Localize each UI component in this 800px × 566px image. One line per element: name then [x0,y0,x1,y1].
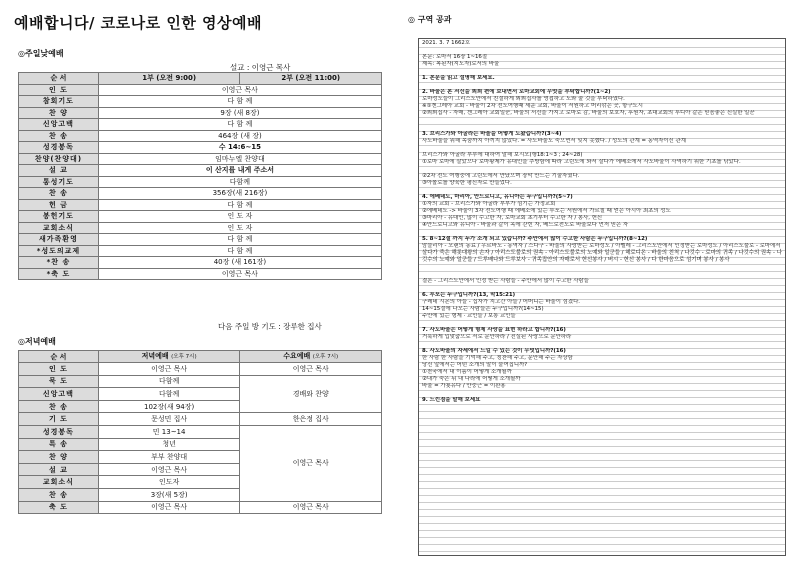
evening-value: 문성민 집사 [98,413,240,426]
study-line: 당신 앞에서는 어떤 소개의 말이 붙여집니까? [422,362,528,368]
study-line: 1. 본문을 읽고 설명해 보세요. [422,75,495,81]
header-evening-time: (오후 7시) [171,354,197,360]
study-line: 한 사람 한 사람을 기억해 주고, 칭찬해 주고, 문안해 주는 자상함 [422,355,573,361]
table-header-row [19,351,382,363]
table-row [19,176,382,188]
study-line: 주안에 있는 형제 · 교인들 / 보통 교인들 [422,313,516,319]
row-value: 356장(새 216장) [98,188,381,200]
evening-service-table [18,350,382,514]
ruled-line [419,439,785,440]
ruled-line [419,502,785,503]
table-row [19,425,382,438]
study-line: 5. 8~12절 까지 누가 소개 되고 있습니까? 주안에서 많이 수고한 사람은 누구입니까?(8~12) [422,236,648,242]
ruled-line [419,537,785,538]
table-row [19,188,382,200]
row-label: 찬 송 [19,188,99,200]
row-value: 임마누엘 찬양대 [98,153,381,165]
table-header-row [19,73,382,85]
ruled-line [419,551,785,552]
study-line: 암블리아 - 오랜의 동료 / 우르바노 - 동역자 / 스다구 - 바울의 사랑받는 로마성도 / 아벨레 - 그리스도안에서 인정받는 로마성도 / 아리스도불로 - 로마에서 살다가 죽은 해롯대왕의 손자 / 아리스도불로의 권속 - 아리스도불로의 노예와 일군들 / 헤로디온 - 바울의 친척 / 나깃수 - 로마의 귀족 / 나깃수의 권속 - 나깃수의 노예와 일군들 / 드루배나와 드루보사 - 귀족집안의 자매로서 헌신봉사 / 버시 - 헌신 봉사 / 다 한마음으로 섬기며 봉사 / 봉사 [422,243,782,263]
row-label: 신앙고백 [19,119,99,131]
row-value: 464장 (새 장) [98,130,381,142]
evening-value: 이영근 목사 [98,501,240,514]
ruled-line [419,467,785,468]
ruled-line [419,285,785,286]
ruled-line [419,453,785,454]
study-line: 7. 사도바울은 어떻게 형제 사랑을 표현 하라고 합니까?(16) [422,327,566,333]
wednesday-value: 한은정 집사 [240,413,382,426]
study-line: 바울 = 가룟유다 / 안중근 = 이완용 [422,383,506,389]
header-second-service: 2부 (오전 11:00) [240,73,382,85]
study-line: ④안드로니고와 유니아 - 바울과 같이 옥에 갇힌 자, 베드로전도로 바울보다 먼저 믿은 자 [422,222,629,228]
row-value: 인 도 자 [98,211,381,223]
table-row [19,234,382,246]
study-line: ①자의 교회 - 브리스가와 아굴라 부부가 섬기는 가정교회 [422,201,556,207]
header-order: 순 서 [19,351,99,363]
header-evening-label: 저녁예배 [141,352,169,360]
header-wednesday [240,351,382,363]
study-line: 제목: 복된자(지도자)로서의 바울 [422,61,500,67]
table-row [19,119,382,131]
ruled-line [419,495,785,496]
study-line: 9. 느낀점을 말해 보세요 [422,397,481,403]
row-label: *성도의교제 [19,245,99,257]
table-row [19,211,382,223]
row-label: 설 교 [19,165,99,177]
table-row [19,96,382,108]
wednesday-value: 이영근 목사 [240,363,382,376]
evening-value: 부부 찬양대 [98,451,240,464]
row-label: 성경봉독 [19,142,99,154]
ruled-line [419,516,785,517]
header-wednesday-label: 수요예배 [283,352,311,360]
header-first-service: 1부 (오전 9:00) [98,73,240,85]
table-row [19,199,382,211]
study-line: ※①겐그레아 교회 - 바울이 2차 전도여행때 세운 교회, 바울이 서원하고 머리깎은 곳, 항구도시 [422,103,643,109]
table-row [19,142,382,154]
study-line: 구레네 시몬의 아들 - 십자가 지고간 아들 / 어머니는 바울이 섬겼다. [422,299,581,305]
evening-value: 이영근 목사 [98,463,240,476]
row-label: 인 도 [19,84,99,96]
study-line: 본문: 로마서 16장 1~16절 [422,54,488,60]
table-row [19,257,382,269]
ruled-line [419,509,785,510]
row-label: 찬 송 [19,488,99,501]
study-line: ②뵈뵈집사 - 자매, 겐그레아 교회일꾼, 바울의 서신을 가지고 로마로 감, 바울의 보호자, 후원자, 초대교회의 루디아 같은 믿음좋은 신실한 일꾼 [422,110,755,116]
row-label: 인 도 [19,363,99,376]
row-label: 묵 도 [19,375,99,388]
ruled-line [419,124,785,125]
row-value: 다 함 께 [98,245,381,257]
row-label: 헌 금 [19,199,99,211]
row-label: 기 도 [19,413,99,426]
evening-value: 인도자 [98,476,240,489]
ruled-line [419,411,785,412]
ruled-line [419,544,785,545]
ruled-line [419,488,785,489]
ruled-line [419,530,785,531]
ruled-line [419,82,785,83]
page-title: 예배합니다/ 코로나로 인한 영상예배 [14,14,262,32]
evening-value: 다함께 [98,375,240,388]
row-label: 축 도 [19,501,99,514]
evening-value: 3장(새 5장) [98,488,240,501]
evening-value: 102장(새 94장) [98,400,240,413]
header-wednesday-time: (오후 7시) [312,354,339,360]
table-row [19,501,382,514]
ruled-line [419,320,785,321]
evening-value: 이영근 목사 [98,363,240,376]
ruled-line [419,446,785,447]
row-value: 이 산지를 내게 주소서 [98,165,381,177]
ruled-line [419,425,785,426]
row-label: 새가족환영 [19,234,99,246]
table-row [19,222,382,234]
row-value: 다 함 께 [98,199,381,211]
table-row [19,363,382,376]
sermon-by: 설교 : 이영근 목사 [230,63,291,72]
ruled-line [419,229,785,230]
row-label: 찬양(찬양대) [19,153,99,165]
study-heading: ◎ 구역 공과 [408,15,452,24]
ruled-line [419,460,785,461]
row-label: 찬 송 [19,400,99,413]
ruled-line [419,390,785,391]
row-value: 9장 (새 8장) [98,107,381,119]
row-label: 찬 송 [19,130,99,142]
study-box [418,38,786,556]
study-line: 사도바울을 위해 목숨까지 아끼지 않았다. = 사도바울도 죽으면서 잊지 못했다. / 성도의 관계 = 동역자이신 관계 [422,138,686,144]
study-line: 2. 바울은 본 서신을 뵈뵈 편에 보내면서 로마교회에 무엇을 부탁합니까?(1~2) [422,89,611,95]
table-row [19,165,382,177]
study-line: 6. 루포는 누구입니까?(13, 막15:21) [422,292,516,298]
row-label: 참회기도 [19,96,99,108]
study-line: ②에베네도 -> 바울이 3차 전도여행 때 에베소에 있는 루포는 서원에서 가르칠 때 얻은 아시아 최초의 성도 [422,208,671,214]
study-line: ②내가 죽은 뒤 내 나라에 어떻게 소개될까 [422,376,521,382]
study-line: 결론 - 그리스도안에서 인정 받는 사람들 - 주안에서 많이 수고한 사람들 [422,278,589,284]
table-row [19,268,382,280]
row-value: 인 도 자 [98,222,381,234]
row-value: 다 함 께 [98,234,381,246]
row-label: 특 송 [19,438,99,451]
wednesday-value: 이영근 목사 [240,425,382,501]
ruled-line [419,481,785,482]
study-line: 4. 에베네도, 마리아, 안드로니고, 유니아는 누구입니까?(5~7) [422,194,573,200]
row-value: 수 14:6~15 [98,142,381,154]
study-line: 8. 사도바울의 자세에서 느낄 수 있는 것이 무엇입니까?(16) [422,348,566,354]
evening-value: 청년 [98,438,240,451]
row-value: 이영근 목사 [98,84,381,96]
next-week-prayer: 다음 주일 방 기도 : 장루한 집사 [218,322,322,331]
study-line: 3. 브리스가와 아굴라는 바울을 어떻게 도왔습니까?(3~4) [422,131,562,137]
table-row [19,413,382,426]
study-line: 거룩하게 입맞춤으로 서로 문안하라 / 진실된 사랑으로 문안하라 [422,334,572,340]
bulletin-right-page [400,0,800,566]
study-line: 14~15절에 나오는 사람들은 누구입니까?(14~15) [422,306,544,312]
study-line: ①천국에서 내 이름이 어떻게 소개될까 [422,369,512,375]
morning-service-table [18,72,382,280]
study-line: ②2차 전도 여행중에 고린도에서 만났으며 장막 만드는 기술자였다. [422,173,580,179]
row-label: 성경봉독 [19,425,99,438]
row-label: 통성기도 [19,176,99,188]
study-line: 로마성도들이 그리스도안에서 친절하게 뵈뵈집사를 영접하고 도와 줄 것을 부탁하였다. [422,96,625,102]
row-value: 다함께 [98,176,381,188]
row-label: 봉헌기도 [19,211,99,223]
study-line: 브리스가와 아굴라 부부에 대하여 말해 보시오(행18:1~3 ; 24~28) [422,152,583,158]
study-line: ①로마 로마에 살았으나 로마황제가 유대인을 추방함에 따라 고린도에 와서 살다가 에베소에서 사도바울이 사역하기 위한 기초를 닦았다. [422,159,741,165]
row-label: 교회소식 [19,476,99,489]
row-value: 다 함 께 [98,96,381,108]
table-row [19,84,382,96]
row-label: 찬 양 [19,107,99,119]
row-value: 40장 (새 161장) [98,257,381,269]
ruled-line [419,418,785,419]
table-row [19,375,382,388]
ruled-line [419,341,785,342]
evening-value: 민 13~14 [98,425,240,438]
row-label: *찬 송 [19,257,99,269]
ruled-line [419,187,785,188]
wednesday-value: 경배와 찬양 [240,375,382,413]
study-line: ③마리아 - 유대인, 많이 수고한 자, 로마교회 초기부터 수고한 자 / 봉사, 헌신 [422,215,603,221]
table-row [19,153,382,165]
row-value: 이영근 목사 [98,268,381,280]
table-row [19,107,382,119]
row-label: 찬 양 [19,451,99,464]
study-line: 2021. 3. 7 1662호 [422,40,471,46]
ruled-line [419,474,785,475]
header-evening [98,351,240,363]
ruled-line [419,432,785,433]
ruled-line [419,68,785,69]
evening-heading: ◎저녁예배 [18,337,56,346]
row-label: 교회소식 [19,222,99,234]
table-row [19,130,382,142]
wednesday-value: 이영근 목사 [240,501,382,514]
row-label: 설 교 [19,463,99,476]
evening-value: 다함께 [98,388,240,401]
header-order: 순 서 [19,73,99,85]
morning-heading: ◎주일낮예배 [18,49,64,58]
ruled-line [419,404,785,405]
row-label: *축 도 [19,268,99,280]
ruled-line [419,523,785,524]
row-value: 다 함 께 [98,119,381,131]
row-label: 신앙고백 [19,388,99,401]
table-row [19,245,382,257]
study-line: ③아볼로를 양육한 평신자로 만들었다. [422,180,512,186]
